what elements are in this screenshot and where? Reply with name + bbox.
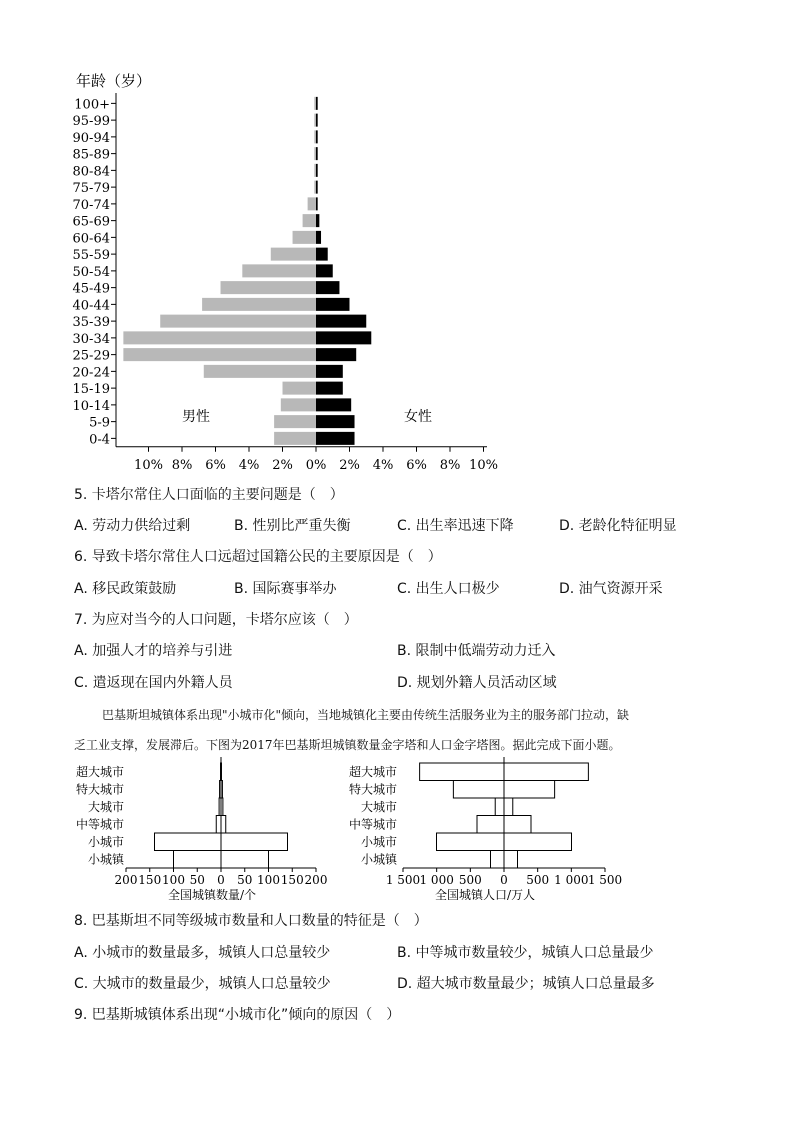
x-tick-label: 10% bbox=[469, 457, 498, 473]
female-bar bbox=[316, 130, 318, 143]
question-5-option-a[interactable]: A. 劳动力供给过剩 bbox=[74, 518, 191, 534]
female-bar bbox=[316, 398, 351, 411]
female-label: 女性 bbox=[404, 409, 432, 425]
female-bar bbox=[316, 315, 366, 328]
town-x-tick-label: 150 bbox=[138, 873, 162, 887]
female-bar bbox=[316, 164, 318, 177]
town-x-tick-label: 500 bbox=[458, 873, 482, 887]
question-5-option-b[interactable]: B. 性别比严重失衡 bbox=[234, 518, 351, 534]
female-bar bbox=[316, 281, 339, 294]
intro-line-2: 乏工业支撑，发展滞后。下图为2017年巴基斯坦城镇数量金字塔和人口金字塔图。据此完成下面小题。 bbox=[74, 738, 621, 752]
question-5-option-c[interactable]: C. 出生率迅速下降 bbox=[397, 518, 514, 534]
age-label: 35-39 bbox=[72, 315, 110, 331]
male-bar bbox=[274, 415, 316, 428]
pyramid-y-title: 年龄（岁） bbox=[76, 72, 152, 90]
question-6-option-d[interactable]: D. 油气资源开采 bbox=[559, 581, 663, 597]
male-bar bbox=[160, 315, 316, 328]
question-8-stem: 8. 巴基斯坦不同等级城市数量和人口数量的特征是（ ） bbox=[74, 913, 428, 929]
male-bar bbox=[123, 348, 316, 361]
male-bar bbox=[314, 181, 316, 194]
female-bar bbox=[316, 181, 318, 194]
town-category-label: 超大城市 bbox=[348, 764, 397, 779]
female-bar bbox=[316, 365, 343, 378]
intro-line-1: 巴基斯坦城镇体系出现"小城市化"倾向，当地城镇化主要由传统生活服务业为主的服务部门拉动，缺 bbox=[102, 708, 630, 722]
town-category-label: 特大城市 bbox=[75, 782, 124, 797]
question-9-stem: 9. 巴基斯城镇体系出现“小城市化”倾向的原因（ ） bbox=[74, 1007, 401, 1023]
male-bar bbox=[314, 114, 316, 127]
question-8-option-b[interactable]: B. 中等城市数量较少，城镇人口总量最少 bbox=[397, 945, 654, 961]
town-x-tick-label: 1 500 bbox=[385, 873, 421, 887]
age-label: 95-99 bbox=[72, 114, 110, 130]
town-category-label: 小城镇 bbox=[87, 852, 124, 867]
age-label: 40-44 bbox=[72, 298, 110, 314]
age-label: 85-89 bbox=[72, 147, 110, 163]
male-bar bbox=[202, 298, 316, 311]
town-pyramids-chart bbox=[0, 755, 794, 900]
town-category-label: 小城镇 bbox=[360, 852, 397, 867]
male-label: 男性 bbox=[182, 409, 210, 425]
age-label: 70-74 bbox=[72, 197, 110, 213]
age-label: 30-34 bbox=[72, 331, 110, 347]
age-label: 65-69 bbox=[72, 214, 110, 230]
town-x-tick-label: 200 bbox=[304, 873, 328, 887]
age-label: 90-94 bbox=[72, 130, 110, 146]
age-label: 55-59 bbox=[72, 248, 110, 264]
male-bar bbox=[204, 365, 316, 378]
age-label: 50-54 bbox=[72, 264, 110, 280]
question-5-stem: 5. 卡塔尔常住人口面临的主要问题是（ ） bbox=[74, 487, 344, 503]
male-bar bbox=[221, 281, 316, 294]
female-bar bbox=[316, 298, 350, 311]
age-label: 60-64 bbox=[72, 231, 110, 247]
town-category-label: 特大城市 bbox=[348, 782, 397, 797]
town-category-label: 超大城市 bbox=[75, 764, 124, 779]
town-category-label: 中等城市 bbox=[348, 817, 397, 832]
male-bar bbox=[242, 264, 316, 277]
x-tick-label: 4% bbox=[372, 457, 394, 473]
female-bar bbox=[316, 197, 318, 210]
female-bar bbox=[316, 331, 371, 344]
town-x-tick-label: 100 bbox=[257, 873, 280, 887]
female-bar bbox=[316, 264, 333, 277]
female-bar bbox=[316, 382, 343, 395]
male-bar bbox=[123, 331, 316, 344]
question-8-option-d[interactable]: D. 超大城市数量最少；城镇人口总量最多 bbox=[397, 976, 655, 992]
female-bar bbox=[316, 248, 328, 261]
town-x-title: 全国城镇数量/个 bbox=[167, 888, 257, 900]
x-tick-label: 2% bbox=[272, 457, 293, 473]
question-7-option-d[interactable]: D. 规划外籍人员活动区域 bbox=[397, 675, 557, 691]
question-6-option-b[interactable]: B. 国际赛事举办 bbox=[234, 581, 337, 597]
age-label: 20-24 bbox=[72, 365, 110, 381]
question-7-option-b[interactable]: B. 限制中低端劳动力迁入 bbox=[397, 643, 556, 659]
female-bar bbox=[316, 114, 318, 127]
question-5-option-d[interactable]: D. 老龄化特征明显 bbox=[559, 518, 677, 534]
age-label: 15-19 bbox=[72, 382, 110, 398]
male-bar bbox=[314, 147, 316, 160]
question-8-option-c[interactable]: C. 大城市的数量最少，城镇人口总量较少 bbox=[74, 976, 331, 992]
town-x-tick-label: 500 bbox=[526, 873, 550, 887]
male-bar bbox=[283, 382, 317, 395]
age-label: 45-49 bbox=[72, 281, 110, 297]
question-6-option-a[interactable]: A. 移民政策鼓励 bbox=[74, 581, 177, 597]
town-x-tick-label: 1 500 bbox=[587, 873, 623, 887]
town-x-tick-label: 1 000 bbox=[419, 873, 454, 887]
male-bar bbox=[274, 432, 316, 445]
x-tick-label: 4% bbox=[238, 457, 260, 473]
town-category-label: 大城市 bbox=[87, 799, 124, 814]
x-tick-label: 8% bbox=[171, 457, 193, 473]
x-tick-label: 8% bbox=[439, 457, 461, 473]
female-bar bbox=[316, 214, 319, 227]
town-category-label: 中等城市 bbox=[75, 817, 124, 832]
x-tick-label: 6% bbox=[406, 457, 427, 473]
question-6-stem: 6. 导致卡塔尔常住人口远超过国籍公民的主要原因是（ ） bbox=[74, 549, 442, 565]
town-x-tick-label: 1 000 bbox=[554, 873, 589, 887]
female-bar bbox=[316, 348, 356, 361]
female-bar bbox=[316, 147, 318, 160]
question-8-option-a[interactable]: A. 小城市的数量最多，城镇人口总量较少 bbox=[74, 945, 331, 961]
town-x-tick-label: 150 bbox=[280, 873, 304, 887]
male-bar bbox=[293, 231, 316, 244]
female-bar bbox=[316, 432, 355, 445]
age-label: 25-29 bbox=[72, 348, 110, 364]
x-tick-label: 0% bbox=[305, 457, 327, 473]
town-x-tick-label: 200 bbox=[114, 873, 138, 887]
town-x-tick-label: 50 bbox=[237, 873, 253, 887]
town-x-tick-label: 50 bbox=[189, 873, 205, 887]
question-7-stem: 7. 为应对当今的人口问题，卡塔尔应该（ ） bbox=[74, 612, 358, 628]
x-tick-label: 10% bbox=[134, 457, 163, 473]
town-x-title: 全国城镇人口/万人 bbox=[434, 888, 536, 900]
question-6-option-c[interactable]: C. 出生人口极少 bbox=[397, 581, 500, 597]
question-7-option-a[interactable]: A. 加强人才的培养与引进 bbox=[74, 643, 233, 659]
population-pyramid-chart bbox=[0, 0, 794, 480]
age-label: 80-84 bbox=[72, 164, 110, 180]
town-category-label: 小城市 bbox=[87, 834, 124, 849]
female-bar bbox=[316, 97, 318, 110]
age-label: 10-14 bbox=[72, 398, 110, 414]
male-bar bbox=[281, 398, 316, 411]
female-bar bbox=[316, 415, 355, 428]
female-bar bbox=[316, 231, 321, 244]
town-category-label: 大城市 bbox=[360, 799, 397, 814]
male-bar bbox=[303, 214, 316, 227]
age-label: 5-9 bbox=[89, 415, 110, 431]
male-bar bbox=[308, 197, 316, 210]
x-tick-label: 2% bbox=[339, 457, 360, 473]
age-label: 100+ bbox=[74, 97, 110, 113]
age-label: 75-79 bbox=[72, 181, 110, 197]
town-x-tick-label: 0 bbox=[500, 873, 508, 887]
male-bar bbox=[271, 248, 316, 261]
male-bar bbox=[314, 130, 316, 143]
town-category-label: 小城市 bbox=[360, 834, 397, 849]
age-label: 0-4 bbox=[89, 432, 110, 448]
male-bar bbox=[314, 97, 316, 110]
male-bar bbox=[314, 164, 316, 177]
town-x-tick-label: 0 bbox=[217, 873, 225, 887]
town-x-tick-label: 100 bbox=[162, 873, 185, 887]
question-7-option-c[interactable]: C. 遣返现在国内外籍人员 bbox=[74, 675, 233, 691]
x-tick-label: 6% bbox=[205, 457, 226, 473]
